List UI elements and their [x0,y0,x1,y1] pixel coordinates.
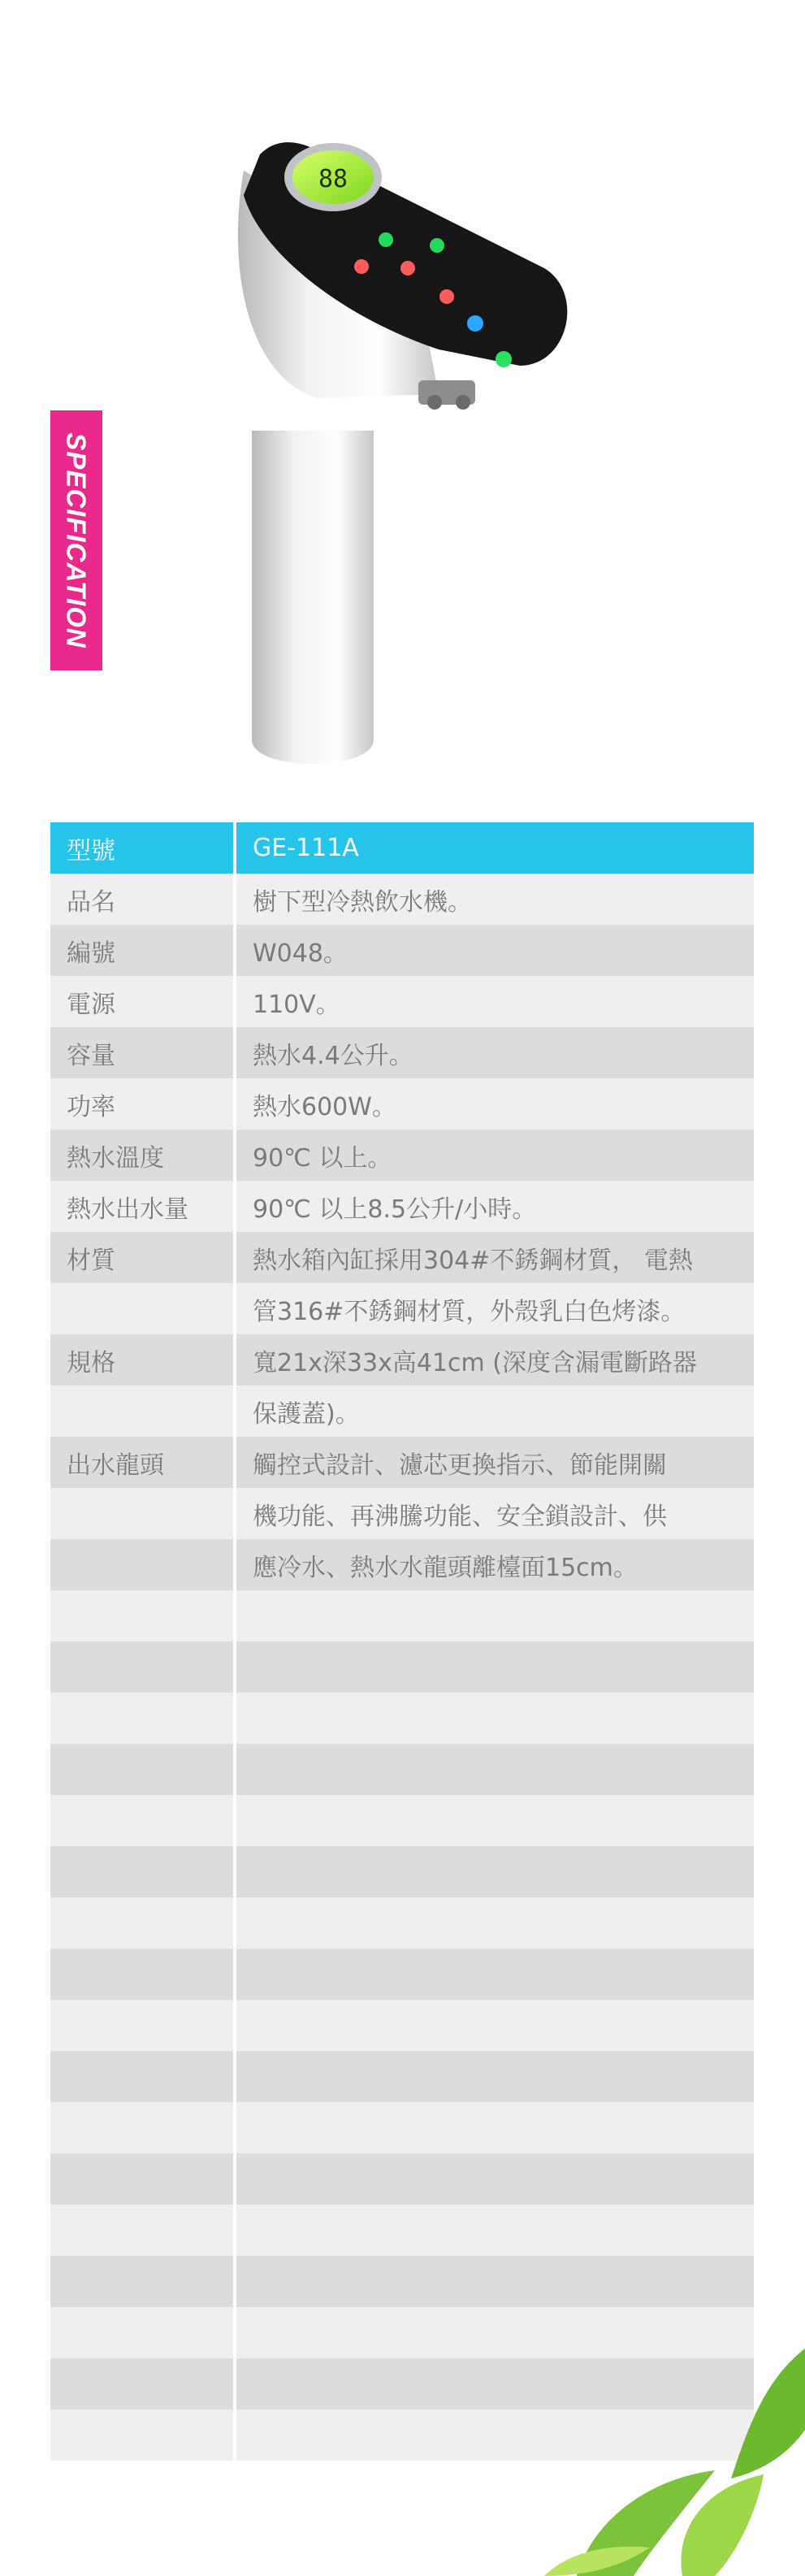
row-value: 寬21x深33x高41cm (深度含漏電斷路器 [235,1334,754,1386]
row-label [50,1949,235,2000]
button-icon [467,315,483,332]
row-label [50,1897,235,1949]
table-row [50,1693,754,1744]
row-value: 應冷水、熱水水龍頭離檯面15cm。 [235,1539,754,1590]
row-value [235,2000,754,2051]
table-row [50,1078,754,1130]
row-value [235,1795,754,1846]
row-label [50,1590,235,1641]
row-value: 90℃ 以上。 [235,1130,754,1181]
row-label [50,2000,235,2051]
row-value: 管316#不銹鋼材質，外殼乳白色烤漆。 [235,1283,754,1334]
specification-tag [50,410,102,670]
row-value: 觸控式設計、濾芯更換指示、節能開關 [235,1437,754,1488]
row-value: 110V。 [235,976,754,1027]
table-row [50,874,754,925]
model-value: GE-111A [235,822,754,874]
table-row [50,1334,754,1386]
row-value [235,2205,754,2256]
row-label [50,2256,235,2307]
table-row [50,1590,754,1641]
row-label: 熱水出水量 [50,1181,235,1232]
table-row [50,1488,754,1539]
row-label: 電源 [50,976,235,1027]
row-label [50,2051,235,2102]
leaf-decoration [471,2332,805,2576]
row-value [235,1693,754,1744]
table-row [50,2153,754,2205]
row-value: 90℃ 以上8.5公升/小時。 [235,1181,754,1232]
row-label: 容量 [50,1027,235,1078]
row-label [50,2102,235,2153]
row-value [235,2102,754,2153]
specification-label: SPECIFICATION [62,432,92,648]
table-header-row [50,822,754,874]
button-icon [439,289,454,304]
row-value: 保護蓋)。 [235,1386,754,1437]
row-label [50,2307,235,2358]
row-label [50,2409,235,2461]
table-row [50,1795,754,1846]
table-row [50,1386,754,1437]
table-row [50,1897,754,1949]
row-label [50,1488,235,1539]
row-value [235,1744,754,1795]
specification-table [50,822,754,2461]
row-value: 熱水600W。 [235,1078,754,1130]
row-label [50,2205,235,2256]
table-row [50,2205,754,2256]
row-label [50,1846,235,1897]
table-row [50,1744,754,1795]
row-label [50,2153,235,2205]
button-icon [430,238,444,253]
row-value [235,1641,754,1693]
row-value: W048。 [235,925,754,976]
row-label: 規格 [50,1334,235,1386]
button-icon [354,259,369,274]
svg-text:88: 88 [318,165,348,193]
row-value: 熱水4.4公升。 [235,1027,754,1078]
row-value [235,2051,754,2102]
table-row [50,1130,754,1181]
model-label: 型號 [50,822,235,874]
row-label [50,2358,235,2409]
row-value: 熱水箱內缸採用304#不銹鋼材質， 電熱 [235,1232,754,1283]
table-row [50,1949,754,2000]
row-label [50,1744,235,1795]
row-value [235,1590,754,1641]
button-icon [379,232,393,247]
water-dispenser-image [227,122,601,796]
row-label: 材質 [50,1232,235,1283]
table-row [50,1437,754,1488]
table-row [50,976,754,1027]
row-value [235,1846,754,1897]
row-label [50,1539,235,1590]
button-icon [496,351,512,367]
row-value [235,1949,754,2000]
row-value [235,2256,754,2307]
dispenser-column [252,431,374,764]
table-row [50,1232,754,1283]
row-label [50,1795,235,1846]
table-row [50,1027,754,1078]
table-row [50,2256,754,2307]
table-row [50,2102,754,2153]
table-row [50,1641,754,1693]
table-row [50,925,754,976]
row-value [235,2153,754,2205]
table-row [50,1539,754,1590]
row-label: 功率 [50,1078,235,1130]
table-row [50,2051,754,2102]
row-label [50,1386,235,1437]
table-row [50,2000,754,2051]
row-label [50,1693,235,1744]
row-label [50,1283,235,1334]
row-label: 品名 [50,874,235,925]
row-label: 熱水溫度 [50,1130,235,1181]
row-value [235,1897,754,1949]
table-row [50,1181,754,1232]
button-icon [400,261,415,275]
row-label: 編號 [50,925,235,976]
table-row [50,1846,754,1897]
table-row [50,1283,754,1334]
row-value: 機功能、再沸騰功能、安全鎖設計、供 [235,1488,754,1539]
row-label: 出水龍頭 [50,1437,235,1488]
row-label [50,1641,235,1693]
row-value: 樹下型冷熱飲水機。 [235,874,754,925]
